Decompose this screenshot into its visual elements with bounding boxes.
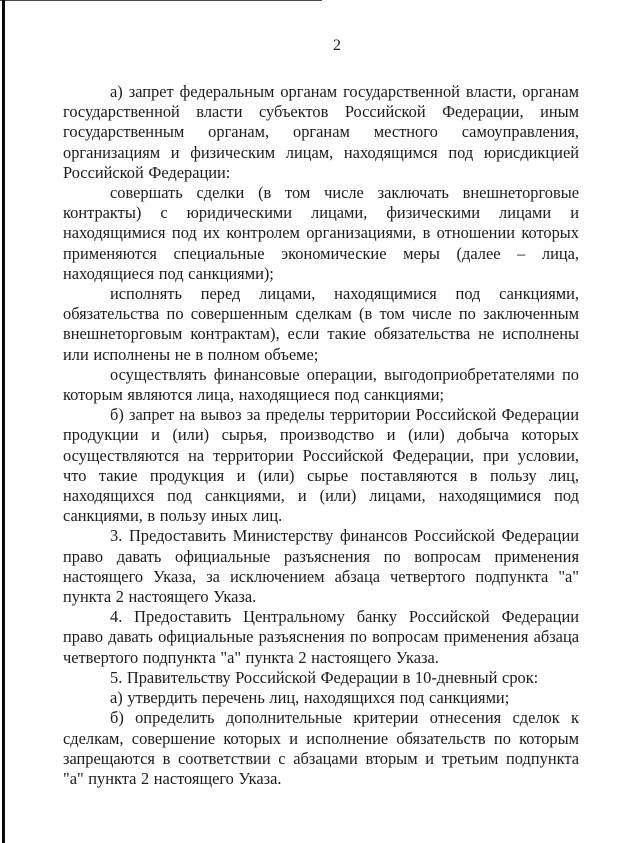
paragraph-deals-ban: совершать сделки (в том числе заключать внешнеторговые контракты) с юридическими лицами, физическими лицами и находящимися под их контролем организациями, в отношении которых применяются специальные экономические меры (далее – лица, находящиеся под санкциями); [63,183,579,283]
paragraph-financial-operations-ban: осуществлять финансовые операции, выгодоприобретателями по которым являются лица, находящиеся под санкциями; [63,364,579,405]
paragraph-subitem-b-export-ban: б) запрет на вывоз за пределы территории Российской Федерации продукции и (или) сырья, производство и (или) добыча которых осуществляются на территории Российской Федерации, при условии, что такие продукция и (или) сырье поставляются в пользу лиц, находящихся под санкциями, и (или) лицами, находящимися под санкциями, в пользу иных лиц. [63,405,579,526]
paragraph-obligations-ban: исполнять перед лицами, находящимися под санкциями, обязательства по совершенным сделкам (в том числе по заключенным внешнеторговым контрактам), если такие обязательства не исполнены или исполнены не в полном объеме; [63,284,579,364]
paragraph-subitem-a: а) запрет федеральным органам государственной власти, органам государственной власти субъектов Российской Федерации, иным государственным органам, органам местного самоуправления, организациям и физическим лицам, находящимся под юрисдикцией Российской Федерации: [63,82,579,182]
scan-border-top [0,0,322,1]
page-number: 2 [333,37,341,54]
paragraph-item-5-government: 5. Правительству Российской Федерации в 10-дневный срок: [110,667,539,687]
paragraph-item-5b-criteria: б) определить дополнительные критерии отнесения сделок к сделкам, совершение которых и исполнение обязательств по которым запрещаются в соответствии с абзацами вторым и третьим подпункта "а" пункта 2 настоящего Указа. [63,708,579,788]
paragraph-item-3-finance-ministry: 3. Предоставить Министерству финансов Российской Федерации право давать официальные разъяснения по вопросам применения настоящего Указа, за исключением абзаца четвертого подпункта "а" пункта 2 настоящего Указа. [63,526,579,607]
scan-border-left [2,0,5,843]
paragraph-item-4-central-bank: 4. Предоставить Центральному банку Российской Федерации право давать официальные разъяснения по вопросам применения абзаца четвертого подпункта "а" пункта 2 настоящего Указа. [63,607,579,667]
paragraph-item-5a-approve-list: а) утвердить перечень лиц, находящихся под санкциями; [110,688,510,708]
document-body [63,36,579,789]
